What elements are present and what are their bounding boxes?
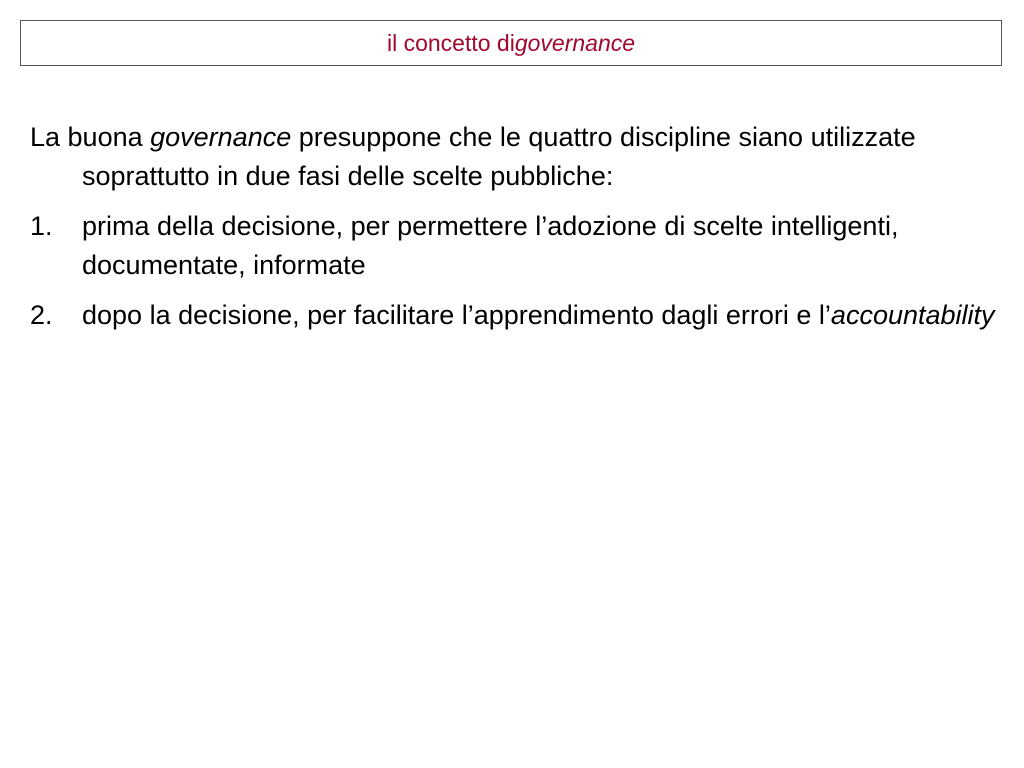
- list-number-1: 1.: [30, 211, 53, 241]
- title-emphasis: governance: [514, 29, 636, 56]
- intro-emphasis: governance: [150, 122, 292, 152]
- intro-before: La buona: [30, 122, 151, 152]
- title-text: il concetto di: [386, 29, 515, 56]
- slide-body: [30, 118, 1005, 346]
- list-number-2: 2.: [30, 300, 53, 330]
- slide-title: [20, 20, 1002, 66]
- list-emphasis-2: accountability: [830, 300, 995, 330]
- list-text-1: prima della decisione, per permettere l’adozione di scelte intelligenti, documentate, informate: [82, 211, 899, 280]
- intro-after: presuppone che le quattro discipline siano utilizzate soprattutto in due fasi delle scelte pubbliche:: [82, 122, 916, 191]
- list-item-2: [30, 296, 1005, 335]
- list-item-1: [30, 207, 1005, 285]
- list-text-2: dopo la decisione, per facilitare l’apprendimento dagli errori e l’: [82, 300, 831, 330]
- intro-paragraph: [30, 118, 1005, 196]
